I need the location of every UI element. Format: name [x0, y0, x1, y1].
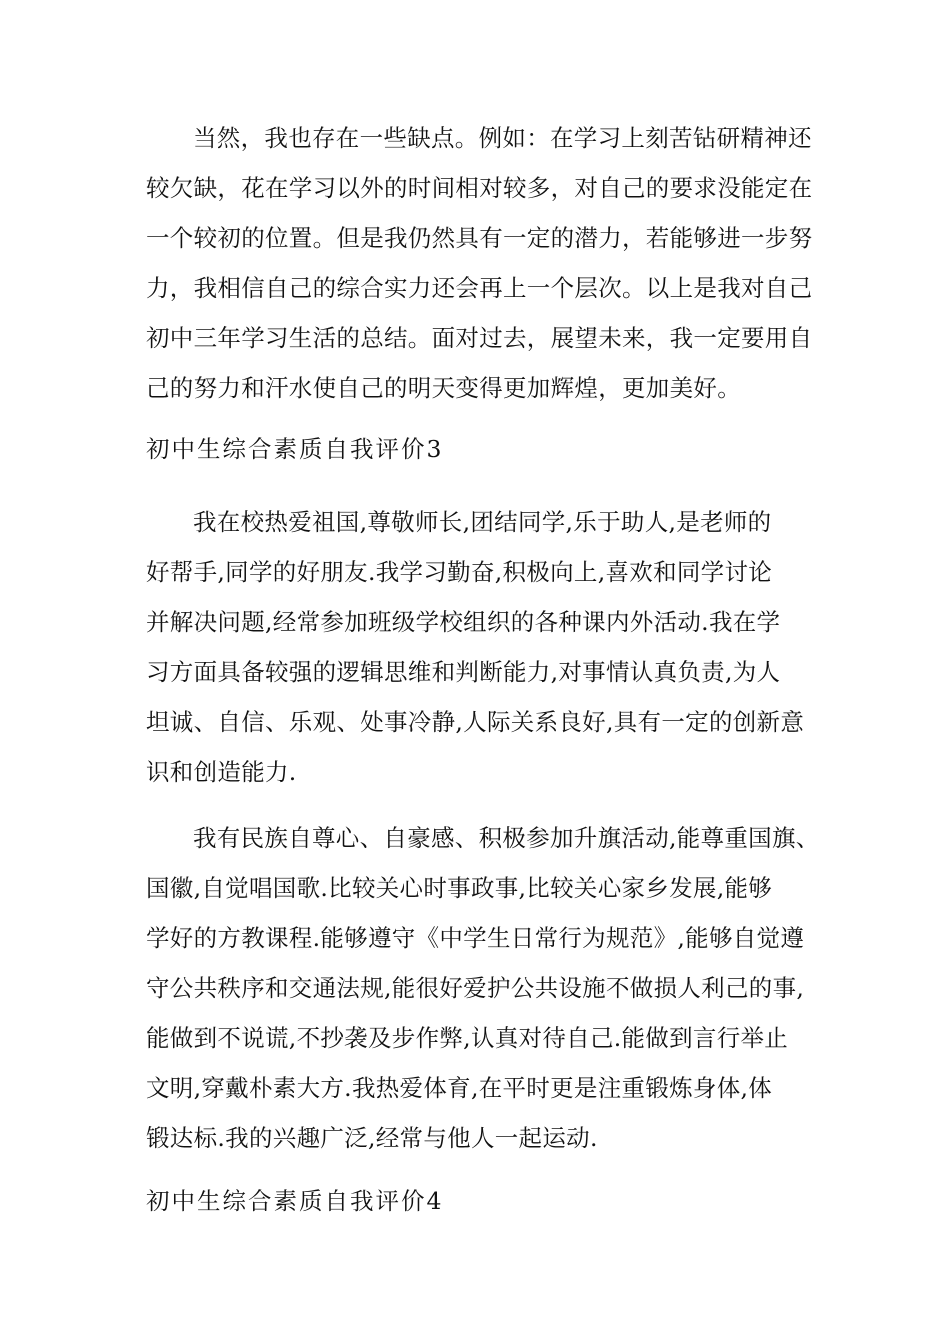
paragraph-line: 我在校热爱祖国,尊敬师长,团结同学,乐于助人,是老师的: [193, 508, 772, 536]
paragraph-line: 一个较初的位置。但是我仍然具有一定的潜力，若能够进一步努: [146, 224, 813, 252]
section-heading-3: 初中生综合素质自我评价3: [146, 435, 444, 463]
section-heading-4: 初中生综合素质自我评价4: [146, 1187, 444, 1215]
paragraph-line: 守公共秩序和交通法规,能很好爱护公共设施不做损人利己的事,: [146, 974, 805, 1002]
paragraph-line: 识和创造能力.: [146, 758, 297, 786]
paragraph-line: 能做到不说谎,不抄袭及步作弊,认真对待自己.能做到言行举止: [146, 1024, 789, 1052]
paragraph-line: 学好的方教课程.能够遵守《中学生日常行为规范》,能够自觉遵: [146, 924, 805, 952]
paragraph-line: 锻达标.我的兴趣广泛,经常与他人一起运动.: [146, 1124, 598, 1152]
paragraph-shortcomings: [146, 113, 826, 413]
paragraph-line: 力，我相信自己的综合实力还会再上一个层次。以上是我对自己: [146, 274, 813, 302]
paragraph-line: 国徽,自觉唱国歌.比较关心时事政事,比较关心家乡发展,能够: [146, 874, 773, 902]
paragraph-line: 初中三年学习生活的总结。面对过去，展望未来，我一定要用自: [146, 324, 813, 352]
paragraph-line: 并解决问题,经常参加班级学校组织的各种课内外活动.我在学: [146, 608, 781, 636]
paragraph-line: 习方面具备较强的逻辑思维和判断能力,对事情认真负责,为人: [146, 658, 781, 686]
paragraph-line: 文明,穿戴朴素大方.我热爱体育,在平时更是注重锻炼身体,体: [146, 1074, 773, 1102]
paragraph-line: 己的努力和汗水使自己的明天变得更加辉煌，更加美好。: [146, 374, 741, 402]
paragraph-line: 坦诚、自信、乐观、处事冷静,人际关系良好,具有一定的创新意: [146, 708, 805, 736]
paragraph-line: 当然，我也存在一些缺点。例如：在学习上刻苦钻研精神还: [193, 124, 812, 152]
paragraph-citizenship: [146, 813, 826, 1163]
paragraph-school-conduct: [146, 497, 826, 797]
paragraph-line: 我有民族自尊心、自豪感、积极参加升旗活动,能尊重国旗、: [193, 824, 820, 852]
paragraph-line: 好帮手,同学的好朋友.我学习勤奋,积极向上,喜欢和同学讨论: [146, 558, 773, 586]
paragraph-line: 较欠缺，花在学习以外的时间相对较多，对自己的要求没能定在: [146, 174, 813, 202]
